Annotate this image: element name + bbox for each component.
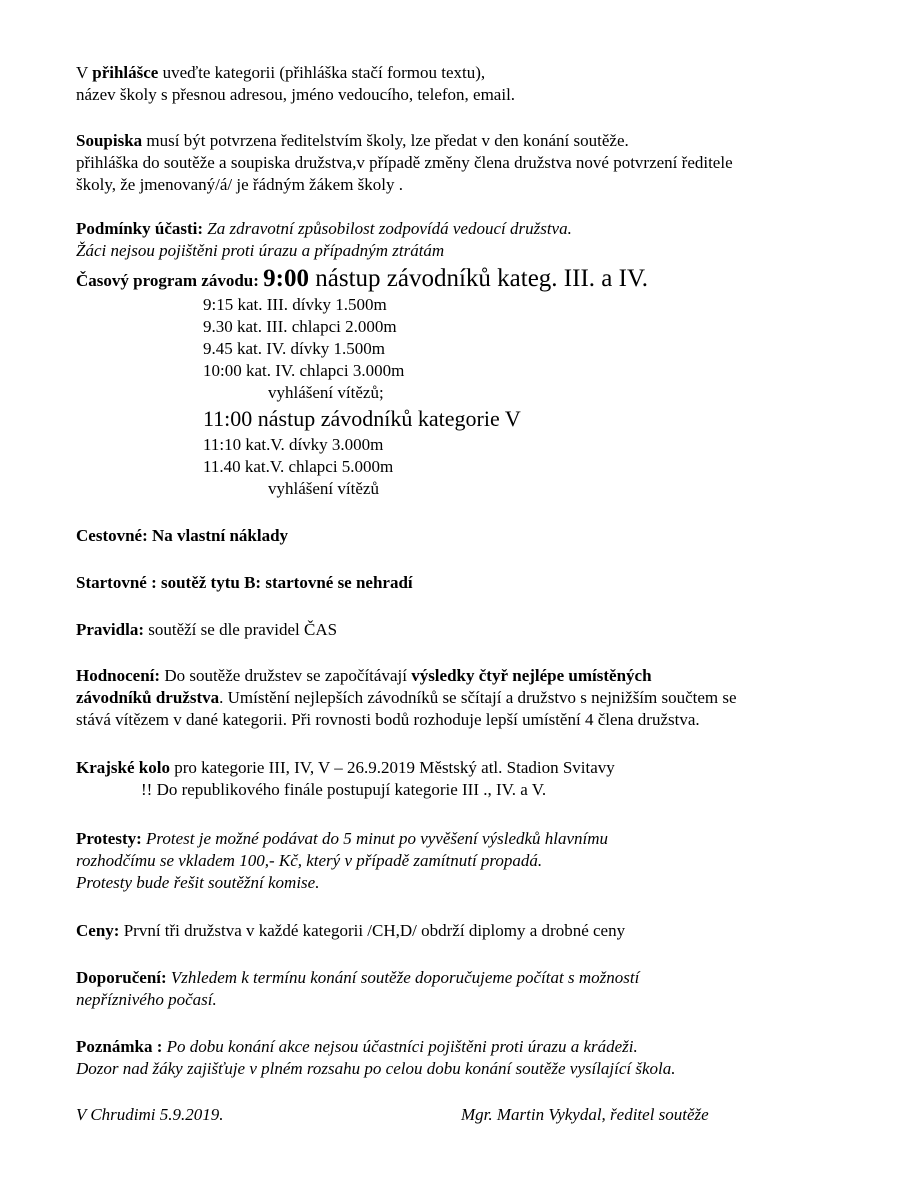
podminky-line-1 xyxy=(76,218,572,240)
section-soupiska xyxy=(76,130,733,196)
ceny-line xyxy=(76,920,625,942)
program-item: 9.30 kat. III. chlapci 2.000m xyxy=(203,317,397,336)
krajske-text: pro kategorie III, IV, V – 26.9.2019 Městský atl. Stadion Svitavy xyxy=(169,758,615,777)
section-prihlaska xyxy=(76,62,515,106)
podminky-label: Podmínky účasti: xyxy=(76,219,204,238)
place-date: V Chrudimi 5.9.2019. xyxy=(76,1105,224,1124)
program-heading xyxy=(76,264,648,296)
program-list-1 xyxy=(203,294,404,404)
prihlaska-line-1 xyxy=(76,62,515,84)
protesty-text: Protest je možné podávat do 5 minut po vyvěšení výsledků hlavnímu xyxy=(141,829,609,848)
section-ceny xyxy=(76,920,625,942)
poznamka-label: Poznámka : xyxy=(76,1037,163,1056)
hodnoceni-bold: výsledky čtyř nejlépe umístěných xyxy=(411,666,652,685)
pravidla-label: Pravidla: xyxy=(76,620,144,639)
soupiska-label: Soupiska xyxy=(76,131,143,150)
hodnoceni-label: Hodnocení: xyxy=(76,666,161,685)
hodnoceni-line-2 xyxy=(76,687,737,709)
ceny-text: První tři družstva v každé kategorii /CH,D/ obdrží diplomy a drobné ceny xyxy=(119,921,626,940)
protesty-line-3: Protesty bude řešit soutěžní komise. xyxy=(76,873,320,892)
program-item: 9.45 kat. IV. dívky 1.500m xyxy=(203,339,385,358)
cestovne-label: Cestovné: xyxy=(76,526,148,545)
doporuceni-line-2: nepříznivého počasí. xyxy=(76,990,217,1009)
pravidla-line xyxy=(76,619,337,641)
krajske-line-2: !! Do republikového finále postupují kategorie III ., IV. a V. xyxy=(141,780,547,799)
startovne-line: Startovné : soutěž tytu B: startovné se nehradí xyxy=(76,573,413,592)
hodnoceni-bold-2: závodníků družstva xyxy=(76,688,220,707)
section-pravidla xyxy=(76,619,337,641)
section-cestovne xyxy=(76,525,288,547)
protesty-line-1 xyxy=(76,828,608,850)
krajske-label: Krajské kolo xyxy=(76,758,170,777)
hodnoceni-text: Do soutěže družstev se započítávají xyxy=(160,666,412,685)
podminky-text: Za zdravotní způsobilost zodpovídá vedoucí družstva. xyxy=(203,219,572,238)
program-second-start xyxy=(203,406,521,432)
program-list-2 xyxy=(203,434,393,500)
doporuceni-text: Vzhledem k termínu konání soutěže doporučujeme počítat s možností xyxy=(166,968,640,987)
soupiska-line-2: přihláška do soutěže a soupiska družstva,v případě změny člena družstva nové potvrzení ředitele xyxy=(76,153,733,172)
prihlaska-label: přihlášce xyxy=(92,63,159,82)
soupiska-text: musí být potvrzena ředitelstvím školy, lze předat v den konání soutěže. xyxy=(142,131,629,150)
cestovne-text: Na vlastní náklady xyxy=(147,526,289,545)
pravidla-text: soutěží se dle pravidel ČAS xyxy=(144,620,338,639)
hodnoceni-line-3: stává vítězem v dané kategorii. Při rovnosti bodů rozhoduje lepší umístění 4 člena družstva. xyxy=(76,710,700,729)
program-second-start-text: 11:00 nástup závodníků kategorie V xyxy=(203,406,521,431)
soupiska-line-3: školy, že jmenovaný/á/ je řádným žákem školy . xyxy=(76,175,404,194)
program-award: vyhlášení vítězů xyxy=(268,479,379,498)
protesty-line-2: rozhodčímu se vkladem 100,- Kč, který v případě zamítnutí propadá. xyxy=(76,851,543,870)
doporuceni-line-1 xyxy=(76,967,639,989)
program-label: Časový program závodu: xyxy=(76,271,259,290)
poznamka-line-1 xyxy=(76,1036,676,1058)
section-poznamka xyxy=(76,1036,676,1080)
doporuceni-label: Doporučení: xyxy=(76,968,167,987)
program-start-time: 9:00 xyxy=(263,265,309,292)
poznamka-text: Po dobu konání akce nejsou účastníci pojištěni proti úrazu a krádeži. xyxy=(162,1037,638,1056)
hodnoceni-line-1 xyxy=(76,665,737,687)
signer: Mgr. Martin Vykydal, ředitel soutěže xyxy=(461,1105,709,1124)
hodnoceni-text-2: . Umístění nejlepších závodníků se sčítají a družstvo s nejnižším součtem se xyxy=(219,688,737,707)
poznamka-line-2: Dozor nad žáky zajišťuje v plném rozsahu po celou dobu konání soutěže vysílající škola. xyxy=(76,1059,676,1078)
section-startovne xyxy=(76,572,413,594)
program-item: 11:10 kat.V. dívky 3.000m xyxy=(203,435,384,454)
section-krajske xyxy=(76,757,615,801)
program-item: 9:15 kat. III. dívky 1.500m xyxy=(203,295,387,314)
cestovne-line xyxy=(76,525,288,547)
prihlaska-prefix: V xyxy=(76,63,93,82)
soupiska-line-1 xyxy=(76,130,733,152)
section-protesty xyxy=(76,828,608,894)
section-doporuceni xyxy=(76,967,639,1011)
prihlaska-text: uveďte kategorii (přihláška stačí formou textu), xyxy=(158,63,486,82)
section-hodnoceni xyxy=(76,665,737,731)
program-item: 10:00 kat. IV. chlapci 3.000m xyxy=(203,361,405,380)
section-program xyxy=(76,264,648,296)
program-item: 11.40 kat.V. chlapci 5.000m xyxy=(203,457,394,476)
ceny-label: Ceny: xyxy=(76,921,120,940)
krajske-line-1 xyxy=(76,757,615,779)
protesty-label: Protesty: xyxy=(76,829,142,848)
prihlaska-line-2: název školy s přesnou adresou, jméno vedoucího, telefon, email. xyxy=(76,85,516,104)
program-start-text: nástup závodníků kateg. III. a IV. xyxy=(309,265,649,292)
program-award: vyhlášení vítězů; xyxy=(268,383,384,402)
section-podminky xyxy=(76,218,572,262)
podminky-line-2: Žáci nejsou pojištěni proti úrazu a případným ztrátám xyxy=(76,241,445,260)
